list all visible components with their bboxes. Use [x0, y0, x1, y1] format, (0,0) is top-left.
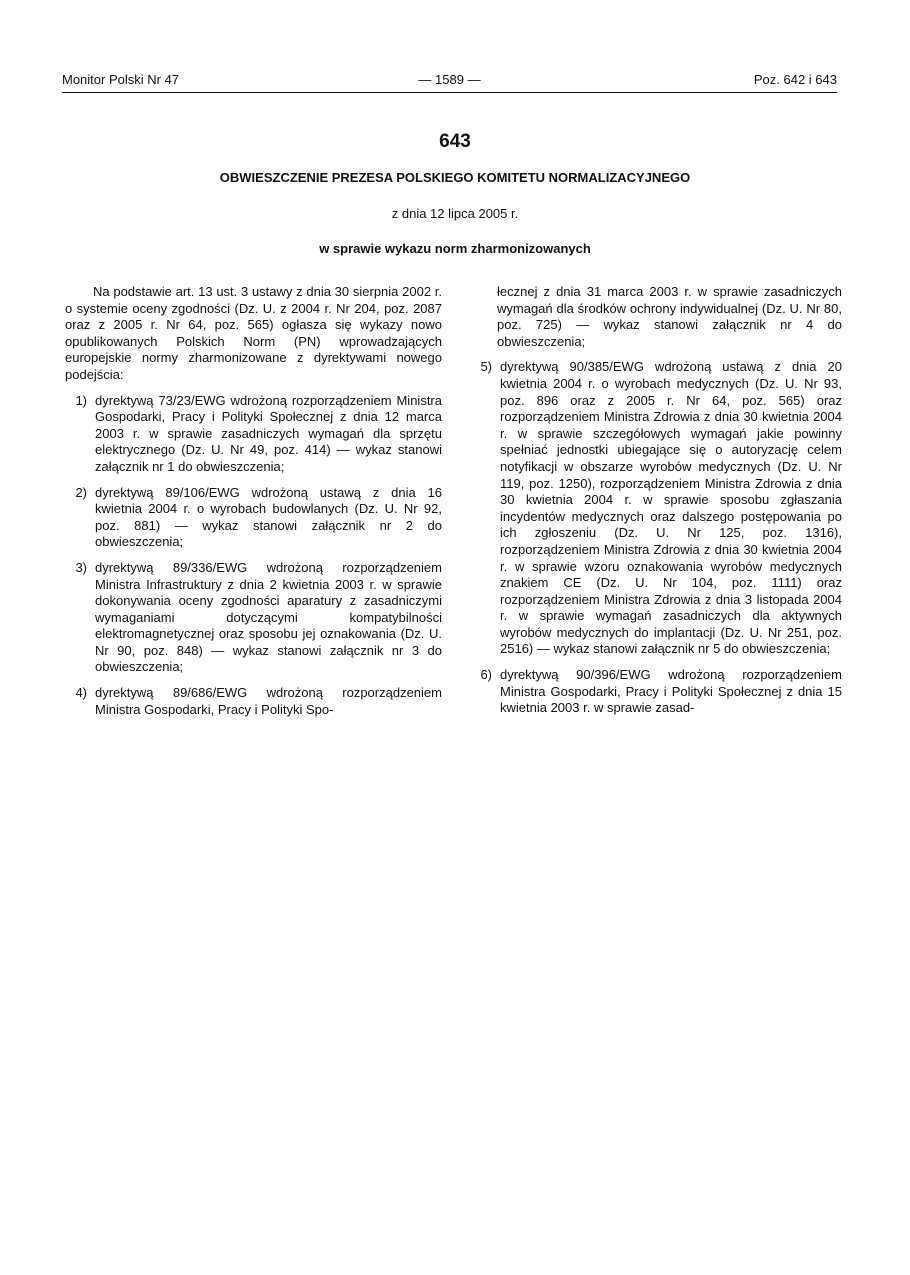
document-title: OBWIESZCZENIE PREZESA POLSKIEGO KOMITETU NORMALIZACYJNEGO [219, 170, 691, 185]
list-item [65, 393, 442, 476]
continued-item-text: łecznej z dnia 31 marca 2003 r. w sprawie zasadniczych wymagań dla środków ochrony indywidualnej (Dz. U. Nr 80, poz. 725) — wykaz stanowi załącznik nr 4 do obwieszczenia; [497, 284, 842, 349]
list-item [65, 485, 442, 551]
list-item [65, 560, 442, 676]
document-date: z dnia 12 lipca 2005 r. [391, 206, 519, 221]
item-number: 6) [480, 667, 492, 683]
document-subject: w sprawie wykazu norm zharmonizowanych [319, 241, 591, 256]
item-number: 3) [75, 559, 87, 575]
list-item [470, 359, 842, 658]
intro-paragraph: Na podstawie art. 13 ust. 3 ustawy z dnia 30 sierpnia 2002 r. o systemie oceny zgodności (Dz. U. z 2004 r. Nr 204, poz. 2087 oraz z 2005 r. Nr 64, poz. 565) ogłasza się wykazy nowo opublikowanych Polskich Norm (PN) wprowadzających europejskie normy zharmonizowane z dyrektywami nowego podejścia: [65, 284, 442, 382]
document-number: 643 [439, 131, 471, 152]
list-item [65, 685, 442, 718]
right-column [470, 284, 842, 726]
item-text: dyrektywą 89/106/EWG wdrożoną ustawą z dnia 16 kwietnia 2004 r. o wyrobach budowlanych (Dz. U. Nr 92, poz. 881) — wykaz stanowi załącznik nr 2 do obwieszczenia; [95, 484, 442, 550]
item-number: 2) [75, 484, 87, 500]
page-number: — 1589 — [418, 72, 481, 87]
item-number: 1) [75, 392, 87, 408]
item-text: dyrektywą 89/686/EWG wdrożoną rozporządzeniem Ministra Gospodarki, Pracy i Polityki Spo- [95, 685, 442, 717]
left-column [65, 284, 442, 727]
position-reference: Poz. 642 i 643 [753, 72, 837, 87]
page-header [62, 72, 837, 93]
item-number: 4) [75, 685, 87, 701]
publication-name: Monitor Polski Nr 47 [62, 72, 180, 87]
list-item [470, 667, 842, 717]
item-text: dyrektywą 89/336/EWG wdrożoną rozporządzeniem Ministra Infrastruktury z dnia 2 kwietnia 2003 r. w sprawie dokonywania oceny zgodności aparatury z zasadniczymi wymaganiami dotyczącymi kompatybilności elektromagnetycznej oraz sposobu jej oznakowania (Dz. U. Nr 90, poz. 848) — wykaz stanowi załącznik nr 3 do obwieszczenia; [95, 559, 442, 675]
item-text: dyrektywą 90/396/EWG wdrożoną rozporządzeniem Ministra Gospodarki, Pracy i Polityki Społecznej z dnia 15 kwietnia 2003 r. w sprawie zasad- [500, 667, 842, 716]
item-number: 5) [480, 359, 492, 375]
item-text: dyrektywą 73/23/EWG wdrożoną rozporządzeniem Ministra Gospodarki, Pracy i Polityki Społecznej z dnia 12 marca 2003 r. w sprawie zasadniczych wymagań dla sprzętu elektrycznego (Dz. U. Nr 49, poz. 414) — wykaz stanowi załącznik nr 1 do obwieszczenia; [95, 392, 442, 474]
item-text: dyrektywą 90/385/EWG wdrożoną ustawą z dnia 20 kwietnia 2004 r. o wyrobach medycznych (Dz. U. Nr 93, poz. 896 oraz z 2005 r. Nr 64, poz. 565) oraz rozporządzeniem Ministra Zdrowia z dnia 30 kwietnia 2004 r. w sprawie szczegółowych wymagań jakie powinny spełniać jednostki ubiegające się o autoryzację celem notyfikacji w obszarze wyrobów medycznych (Dz. U. Nr 119, poz. 1250), rozporządzeniem Ministra Zdrowia z dnia 30 kwietnia 2004 r. w sprawie sposobu zgłaszania incydentów medycznych oraz dalszego postępowania po ich zgłoszeniu (Dz. U. Nr 125, poz. 1316), rozporządzeniem Ministra Zdrowia z dnia 30 kwietnia 2004 r. w sprawie wzoru oznakowania wyrobów medycznych znakiem CE (Dz. U. Nr 104, poz. 1111) oraz rozporządzeniem Ministra Zdrowia z dnia 3 listopada 2004 r. w sprawie wymagań zasadniczych dla aktywnych wyrobów medycznych do implantacji (Dz. U. Nr 251, poz. 2516) — wykaz stanowi załącznik nr 5 do obwieszczenia; [500, 359, 842, 657]
